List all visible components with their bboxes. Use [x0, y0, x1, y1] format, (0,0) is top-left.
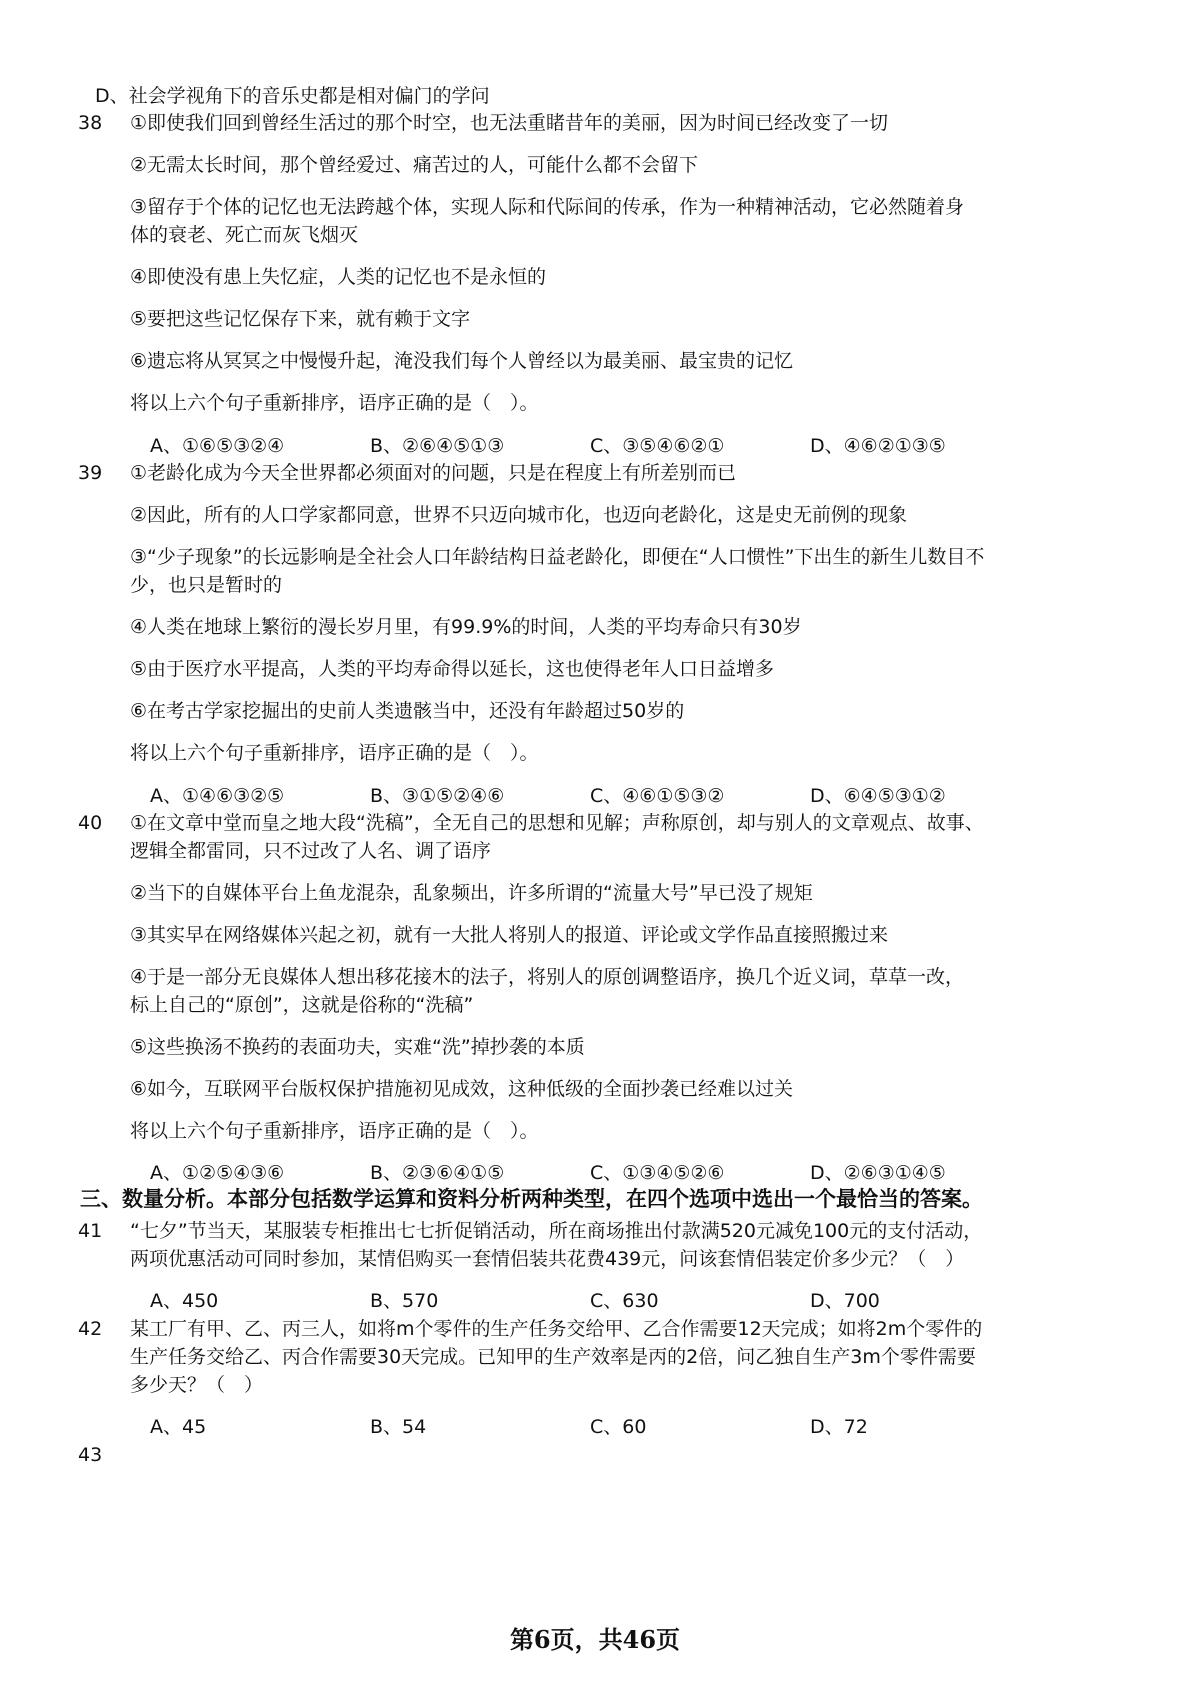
q38-sentence-1: ①即使我们回到曾经生活过的那个时空，也无法重睹昔年的美丽，因为时间已经改变了一切 [130, 112, 889, 134]
q42-option-d[interactable]: D、72 [810, 1416, 868, 1438]
q38-sentence-5: ⑤要把这些记忆保存下来，就有赖于文字 [130, 308, 471, 330]
q38-option-a[interactable]: A、①⑥⑤③②④ [150, 435, 285, 457]
q38-prompt: 将以上六个句子重新排序，语序正确的是（ ）。 [130, 392, 539, 414]
q42-text-line-2: 生产任务交给乙、丙合作需要30天完成。已知甲的生产效率是丙的2倍，问乙独自生产3m个零件需要 [130, 1346, 976, 1368]
q42-option-c[interactable]: C、60 [590, 1416, 647, 1438]
q39-number: 39 [78, 462, 103, 484]
q38-option-d[interactable]: D、④⑥②①③⑤ [810, 435, 946, 457]
q39-sentence-2: ②因此，所有的人口学家都同意，世界不只迈向城市化，也迈向老龄化，这是史无前例的现象 [130, 504, 908, 526]
q41-text-line-2: 两项优惠活动可同时参加，某情侣购买一套情侣装共花费439元，问该套情侣装定价多少元？（ ） [130, 1248, 965, 1270]
q39-sentence-5: ⑤由于医疗水平提高，人类的平均寿命得以延长，这也使得老年人口日益增多 [130, 658, 775, 680]
q38-option-c[interactable]: C、③⑤④⑥②① [590, 435, 725, 457]
q38-sentence-4: ④即使没有患上失忆症，人类的记忆也不是永恒的 [130, 266, 547, 288]
q40-sentence-6: ⑥如今，互联网平台版权保护措施初见成效，这种低级的全面抄袭已经难以过关 [130, 1078, 794, 1100]
q40-sentence-3: ③其实早在网络媒体兴起之初，就有一大批人将别人的报道、评论或文学作品直接照搬过来 [130, 924, 889, 946]
q39-prompt: 将以上六个句子重新排序，语序正确的是（ ）。 [130, 742, 539, 764]
q40-option-c[interactable]: C、①③④⑤②⑥ [590, 1162, 725, 1184]
q39-sentence-3-cont: 少，也只是暂时的 [130, 574, 283, 596]
q41-number: 41 [78, 1220, 103, 1242]
q42-number: 42 [78, 1318, 103, 1340]
q40-sentence-4: ④于是一部分无良媒体人想出移花接木的法子，将别人的原创调整语序，换几个近义词，草草一改， [130, 966, 965, 988]
q41-option-d[interactable]: D、700 [810, 1290, 880, 1312]
q40-number: 40 [78, 812, 103, 834]
q38-sentence-3: ③留存于个体的记忆也无法跨越个体，实现人际和代际间的传承，作为一种精神活动，它必然随着身 [130, 196, 965, 218]
q38-sentence-2: ②无需太长时间，那个曾经爱过、痛苦过的人，可能什么都不会留下 [130, 154, 699, 176]
q39-option-d[interactable]: D、⑥④⑤③①② [810, 785, 946, 807]
q39-sentence-4: ④人类在地球上繁衍的漫长岁月里，有99.9%的时间，人类的平均寿命只有30岁 [130, 616, 802, 638]
q40-sentence-4-cont: 标上自己的“原创”，这就是俗称的“洗稿” [130, 994, 474, 1016]
section-3-heading: 三、数量分析。本部分包括数学运算和资料分析两种类型，在四个选项中选出一个最恰当的答案。 [80, 1187, 983, 1211]
q38-option-b[interactable]: B、②⑥④⑤①③ [370, 435, 505, 457]
q41-option-b[interactable]: B、570 [370, 1290, 439, 1312]
q42-option-b[interactable]: B、54 [370, 1416, 427, 1438]
q39-option-a[interactable]: A、①④⑥③②⑤ [150, 785, 285, 807]
q41-option-a[interactable]: A、450 [150, 1290, 219, 1312]
q42-text-line-3: 多少天？（ ） [130, 1374, 264, 1396]
q40-sentence-5: ⑤这些换汤不换药的表面功夫，实难“洗”掉抄袭的本质 [130, 1036, 585, 1058]
q41-text-line-1: “七夕”节当天，某服装专柜推出七七折促销活动，所在商场推出付款满520元减免100元的支付活动， [130, 1220, 983, 1242]
q40-sentence-1: ①在文章中堂而皇之地大段“洗稿”，全无自己的思想和见解；声称原创，却与别人的文章观点、故事、 [130, 812, 984, 834]
q41-option-c[interactable]: C、630 [590, 1290, 659, 1312]
q38-sentence-3-cont: 体的衰老、死亡而灰飞烟灭 [130, 224, 359, 246]
q39-option-c[interactable]: C、④⑥①⑤③② [590, 785, 725, 807]
page-number-footer: 第6页，共46页 [509, 1625, 681, 1654]
q39-sentence-6: ⑥在考古学家挖掘出的史前人类遗骸当中，还没有年龄超过50岁的 [130, 700, 685, 722]
q38-number: 38 [78, 112, 103, 134]
q40-sentence-2: ②当下的自媒体平台上鱼龙混杂，乱象频出，许多所谓的“流量大号”早已没了规矩 [130, 882, 813, 904]
q40-option-b[interactable]: B、②③⑥④①⑤ [370, 1162, 505, 1184]
q40-option-d[interactable]: D、②⑥③①④⑤ [810, 1162, 946, 1184]
q40-option-a[interactable]: A、①②⑤④③⑥ [150, 1162, 285, 1184]
q39-sentence-3: ③“少子现象”的长远影响是全社会人口年龄结构日益老龄化，即便在“人口惯性”下出生的新生儿数目不 [130, 546, 985, 568]
q37-option-d: D、社会学视角下的音乐史都是相对偏门的学问 [95, 85, 490, 107]
q43-number: 43 [78, 1444, 103, 1466]
q39-option-b[interactable]: B、③①⑤②④⑥ [370, 785, 505, 807]
q42-option-a[interactable]: A、45 [150, 1416, 207, 1438]
q40-sentence-1-cont: 逻辑全都雷同，只不过改了人名、调了语序 [130, 840, 492, 862]
q38-sentence-6: ⑥遗忘将从冥冥之中慢慢升起，淹没我们每个人曾经以为最美丽、最宝贵的记忆 [130, 350, 794, 372]
q40-prompt: 将以上六个句子重新排序，语序正确的是（ ）。 [130, 1120, 539, 1142]
q42-text-line-1: 某工厂有甲、乙、丙三人，如将m个零件的生产任务交给甲、乙合作需要12天完成；如将2m个零件的 [130, 1318, 983, 1340]
q39-sentence-1: ①老龄化成为今天全世界都必须面对的问题，只是在程度上有所差别而已 [130, 462, 737, 484]
